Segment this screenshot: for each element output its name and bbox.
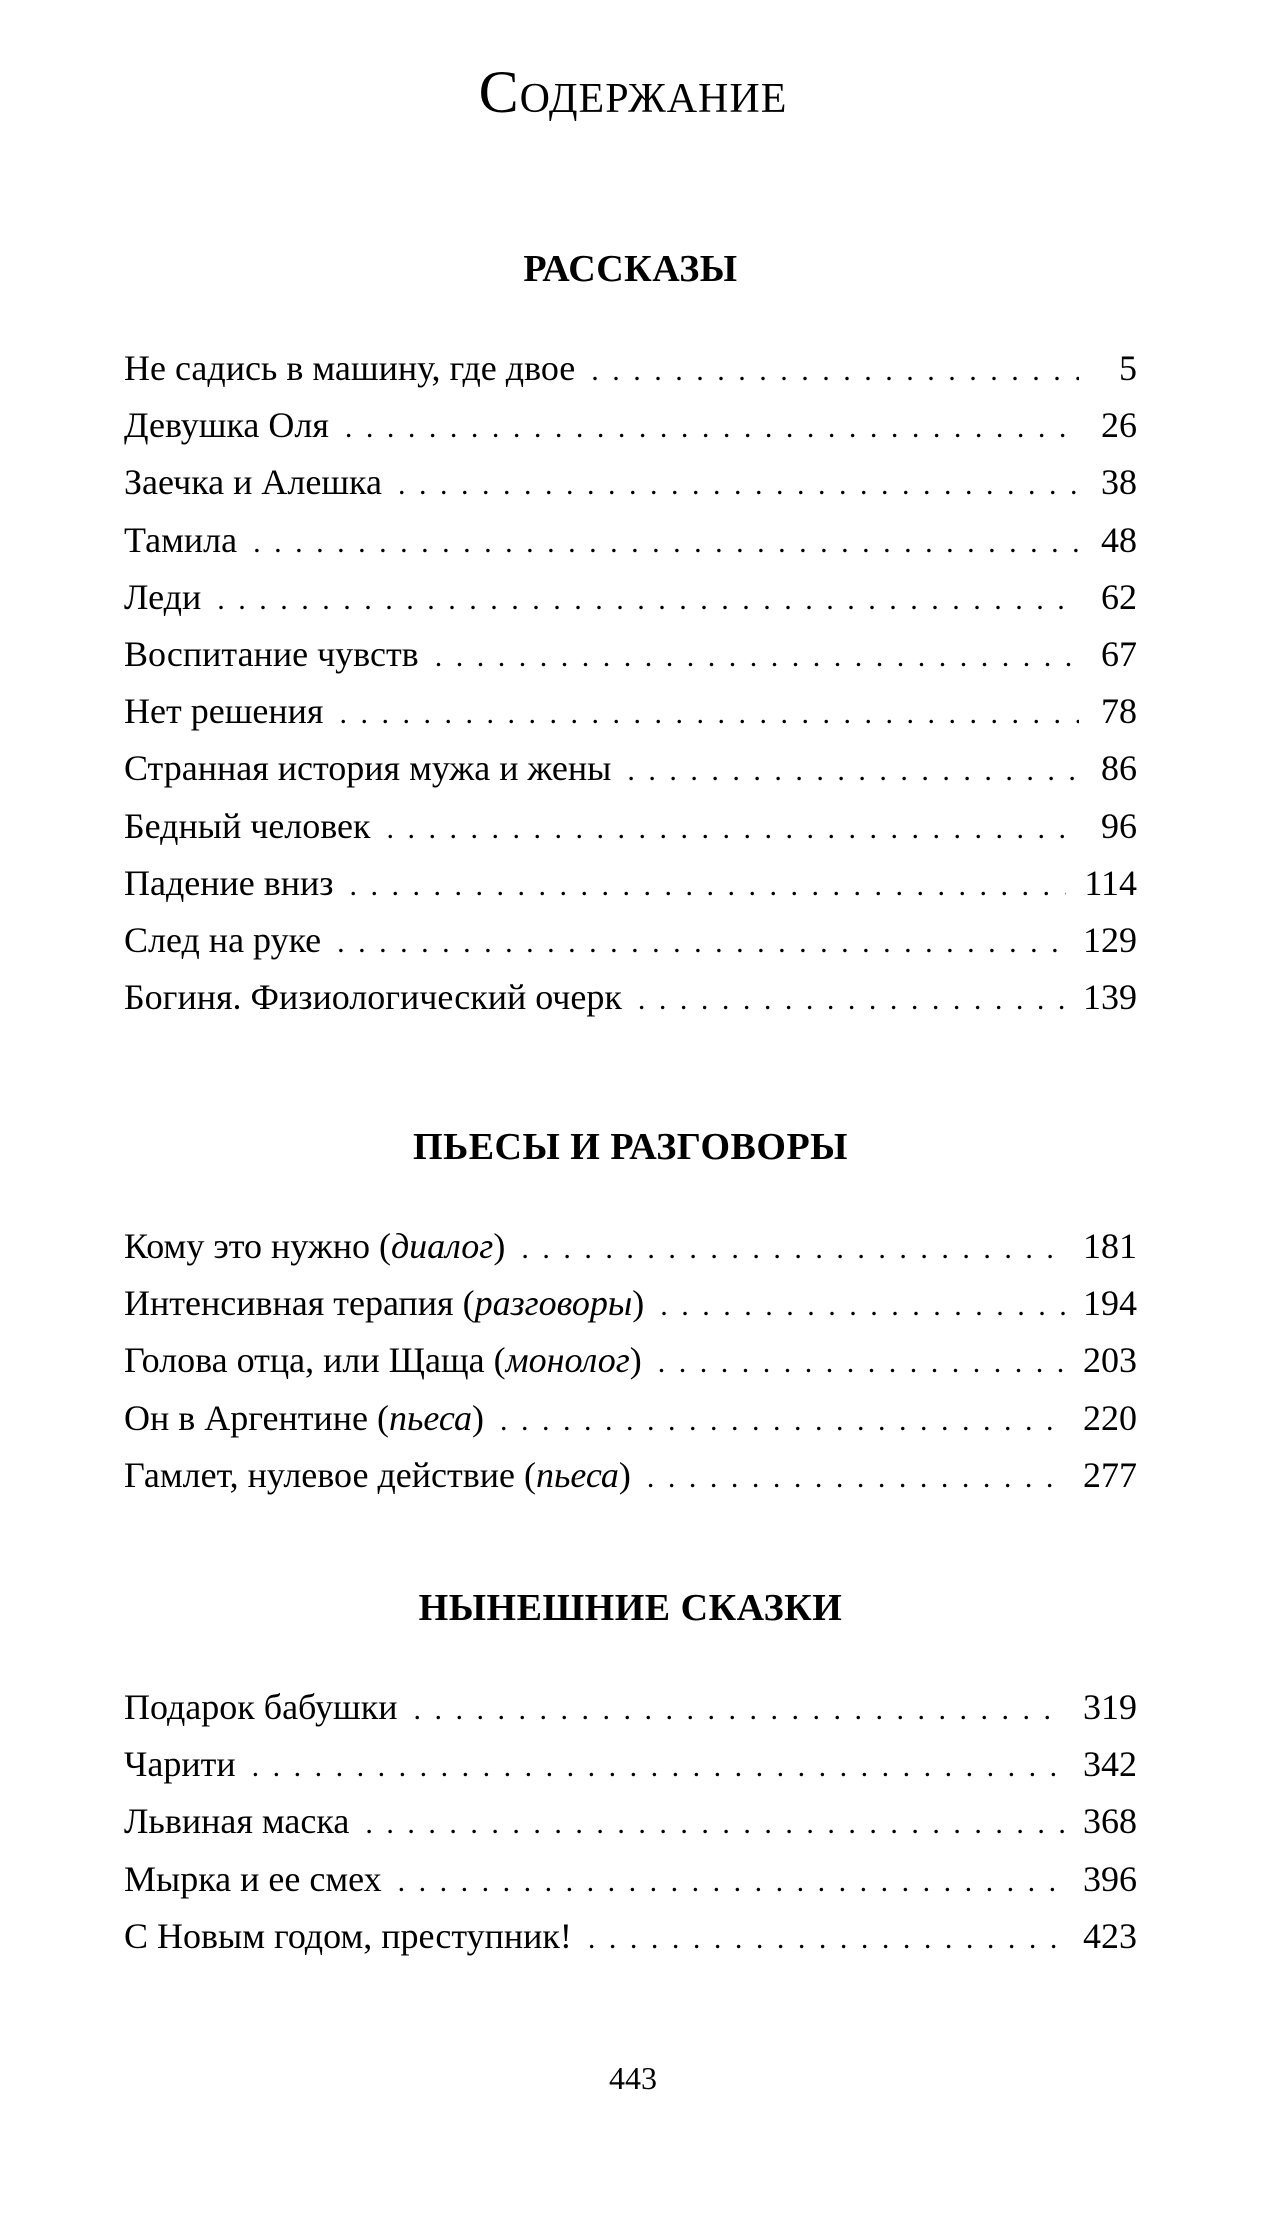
entry-title-text: Чарити xyxy=(124,1744,236,1785)
entry-title-text: Гамлет, нулевое действие xyxy=(124,1454,515,1495)
toc-entry xyxy=(124,740,1137,797)
entry-page-number: 277 xyxy=(1083,1454,1137,1495)
toc-entry-title: Он в Аргентине (пьеса) xyxy=(124,1397,484,1438)
dot-leader xyxy=(337,914,1065,971)
entry-page-number: 129 xyxy=(1083,919,1137,960)
toc-entry-title xyxy=(124,1736,236,1793)
dot-leader xyxy=(435,628,1079,685)
toc-entry xyxy=(124,397,1137,454)
toc-entry-title: Гамлет, нулевое действие (пьеса) xyxy=(124,1454,631,1495)
entry-title-text: Нет решения xyxy=(124,691,324,732)
toc-entry-title xyxy=(124,740,611,797)
dot-leader xyxy=(658,1334,1065,1391)
entry-title-text: Мырка и ее смех xyxy=(124,1858,382,1899)
toc-entry xyxy=(124,1679,1137,1736)
dot-leader xyxy=(588,1910,1065,1967)
toc-entry xyxy=(124,855,1137,912)
toc-list xyxy=(124,1218,1137,1504)
dot-leader xyxy=(252,1738,1065,1795)
entry-genre: монолог xyxy=(505,1340,630,1381)
toc-entry-title xyxy=(124,512,237,569)
entry-page-number: 96 xyxy=(1101,805,1137,846)
entry-genre: пьеса xyxy=(389,1397,472,1438)
toc-entry xyxy=(124,912,1137,969)
entry-page-number: 86 xyxy=(1101,748,1137,789)
entry-title-text: Бедный человек xyxy=(124,805,371,846)
dot-leader xyxy=(521,1220,1065,1277)
toc-entry-title xyxy=(124,569,201,626)
entry-page-number: 342 xyxy=(1083,1744,1137,1785)
toc-entry xyxy=(124,1275,1137,1332)
toc-entry-title xyxy=(124,397,329,454)
toc-entry xyxy=(124,1851,1137,1908)
entry-page-number: 423 xyxy=(1083,1915,1137,1956)
toc-entry xyxy=(124,1908,1137,1965)
toc-entry-title xyxy=(124,855,334,912)
entry-title-text: Интенсивная терапия xyxy=(124,1283,454,1324)
entry-page-number: 194 xyxy=(1083,1283,1137,1324)
toc-entry xyxy=(124,1447,1137,1504)
entry-page-number: 26 xyxy=(1101,405,1137,446)
dot-leader xyxy=(217,571,1079,628)
toc-entry xyxy=(124,1332,1137,1389)
toc-entry-title xyxy=(124,1908,572,1965)
section-heading: НЫНЕШНИЕ СКАЗКИ xyxy=(418,1587,843,1629)
entry-genre: диалог xyxy=(390,1226,494,1266)
section-heading: ПЬЕСЫ И РАЗГОВОРЫ xyxy=(413,1126,848,1168)
toc-entry-title xyxy=(124,1679,397,1736)
toc-entry-title xyxy=(124,626,419,683)
entry-page-number: 67 xyxy=(1101,633,1137,674)
entry-page-number: 5 xyxy=(1119,348,1137,388)
toc-entry xyxy=(124,798,1137,855)
toc-entry-title xyxy=(124,798,371,855)
entry-page-number: 220 xyxy=(1083,1397,1137,1438)
dot-leader xyxy=(591,342,1079,399)
toc-entry-title xyxy=(124,1793,349,1850)
entry-title-text: Он в Аргентине xyxy=(124,1397,369,1438)
section-heading: РАССКАЗЫ xyxy=(523,248,738,290)
toc-list xyxy=(124,1679,1137,1965)
entry-title-text: Кому это нужно xyxy=(124,1226,370,1266)
toc-entry-title xyxy=(124,969,622,1026)
entry-title-text: Голова отца, или Щаща xyxy=(124,1340,485,1381)
dot-leader xyxy=(345,399,1079,456)
toc-entry xyxy=(124,569,1137,626)
entry-page-number: 396 xyxy=(1083,1858,1137,1899)
entry-title-text: Леди xyxy=(124,576,202,617)
dot-leader xyxy=(253,514,1079,571)
toc-entry-title xyxy=(124,454,382,511)
dot-leader xyxy=(365,1795,1065,1852)
entry-page-number: 78 xyxy=(1101,691,1137,732)
toc-list xyxy=(124,340,1137,1026)
entry-title-text: Львиная маска xyxy=(124,1801,350,1842)
entry-title-text: След на руке xyxy=(124,919,322,960)
entry-title-text: Заечка и Алешка xyxy=(124,462,382,503)
toc-entry xyxy=(124,626,1137,683)
entry-page-number: 38 xyxy=(1101,462,1137,503)
entry-page-number: 139 xyxy=(1083,977,1137,1018)
toc-entry xyxy=(124,340,1137,397)
page-title: Содержание xyxy=(478,59,788,125)
toc-entry xyxy=(124,512,1137,569)
toc-entry-title xyxy=(124,912,321,969)
dot-leader xyxy=(638,971,1065,1028)
toc-entry-title: Интенсивная терапия (разговоры) xyxy=(124,1283,645,1324)
entry-genre: пьеса xyxy=(535,1454,619,1495)
entry-title-text: Не садись в машину, где двое xyxy=(124,348,576,388)
dot-leader xyxy=(339,685,1079,742)
dot-leader xyxy=(398,1853,1065,1910)
entry-genre: разговоры xyxy=(474,1283,633,1324)
entry-page-number: 181 xyxy=(1083,1226,1137,1266)
toc-entry-title xyxy=(124,1851,382,1908)
section-stories xyxy=(124,250,1137,1026)
toc-entry xyxy=(124,683,1137,740)
entry-title-text: Подарок бабушки xyxy=(124,1687,398,1727)
toc-entry xyxy=(124,1390,1137,1447)
entry-title-text: Падение вниз xyxy=(124,862,334,903)
page-number: 443 xyxy=(609,2060,657,2096)
toc-entry-title xyxy=(124,340,575,397)
entry-title-text: Девушка Оля xyxy=(124,405,329,446)
entry-page-number: 203 xyxy=(1083,1340,1137,1381)
toc-entry-title: Голова отца, или Щаща (монолог) xyxy=(124,1340,642,1381)
section-tales xyxy=(124,1589,1137,1965)
dot-leader xyxy=(413,1681,1065,1738)
toc-entry-title xyxy=(124,683,323,740)
dot-leader xyxy=(500,1392,1065,1449)
entry-page-number: 48 xyxy=(1101,519,1137,560)
toc-entry-title: Кому это нужно (диалог) xyxy=(124,1226,506,1266)
toc-entry xyxy=(124,1736,1137,1793)
entry-title-text: Воспитание чувств xyxy=(124,633,419,674)
dot-leader xyxy=(387,800,1079,857)
dot-leader xyxy=(398,456,1079,513)
toc-entry xyxy=(124,1218,1137,1275)
entry-page-number: 368 xyxy=(1083,1801,1137,1842)
entry-page-number: 62 xyxy=(1101,576,1137,617)
dot-leader xyxy=(647,1449,1065,1506)
toc-entry xyxy=(124,454,1137,511)
entry-title-text: Странная история мужа и жены xyxy=(124,748,612,789)
entry-title-text: Богиня. Физиологический очерк xyxy=(124,977,622,1018)
dot-leader xyxy=(350,857,1067,914)
entry-page-number: 319 xyxy=(1083,1687,1137,1727)
entry-title-text: Тамила xyxy=(124,519,238,560)
toc-entry xyxy=(124,969,1137,1026)
entry-page-number: 114 xyxy=(1084,862,1137,903)
section-plays xyxy=(124,1128,1137,1504)
dot-leader xyxy=(660,1277,1065,1334)
entry-title-text: С Новым годом, преступник! xyxy=(124,1915,572,1956)
toc-entry xyxy=(124,1793,1137,1850)
dot-leader xyxy=(627,742,1079,799)
